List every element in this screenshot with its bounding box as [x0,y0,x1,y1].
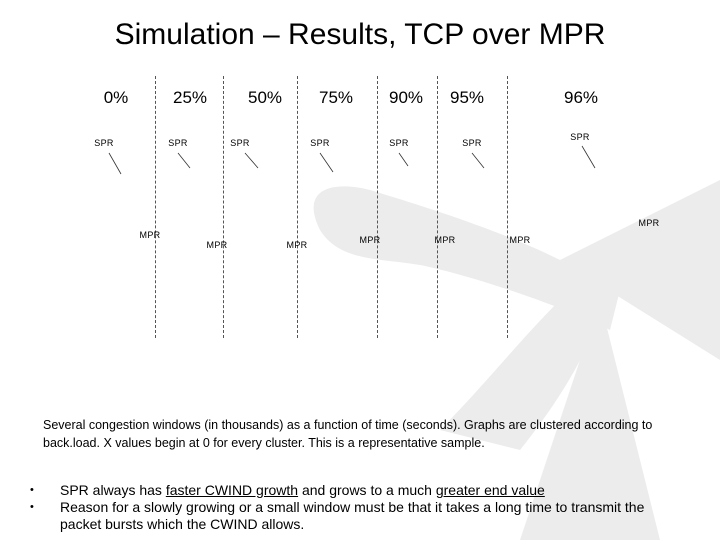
pct-label-50: 50% [247,88,283,107]
spr-label-90: SPR [389,138,409,148]
leader-line-25 [178,153,190,168]
spr-label-75: SPR [310,138,330,148]
mpr-label-50: MPR [286,240,308,250]
mpr-label-25: MPR [206,240,228,250]
spr-label-95: SPR [462,138,482,148]
leader-line-0 [109,153,121,174]
pct-label-25: 25% [172,88,208,107]
bullet-text-2: Reason for a slowly growing or a small window must be that it takes a long time to transmit the packet bursts which the CWIND allows. [60,499,645,532]
bullet-item-1 [30,482,670,499]
spr-label-50: SPR [230,138,250,148]
mpr-label-96: MPR [638,218,660,228]
mpr-label-75: MPR [359,235,381,245]
pct-label-0: 0% [103,88,129,107]
pct-label-75: 75% [318,88,354,107]
bullet-text-1: SPR always has faster CWIND growth and grows to a much greater end value [60,482,545,498]
bullet-dot: • [30,501,34,513]
bullet-list [30,482,670,533]
pct-label-90: 90% [388,88,424,107]
leader-line-95 [472,153,484,168]
mpr-label-0: MPR [139,230,161,240]
leader-line-50 [245,153,258,168]
pct-label-95: 95% [449,88,485,107]
pct-label-96: 96% [563,88,599,107]
spr-label-25: SPR [168,138,188,148]
leader-line-96 [582,146,595,168]
slide-title: Simulation – Results, TCP over MPR [114,18,606,51]
bullet-dot: • [30,484,34,496]
leader-line-75 [320,153,333,172]
bullet-item-2 [30,499,670,533]
figure-caption: Several congestion windows (in thousands) as a function of time (seconds). Graphs are clustered according to back.load. X values begin at 0 for every cluster. This is a representative sample. [43,418,653,450]
mpr-label-95: MPR [509,235,531,245]
leader-line-90 [399,153,408,166]
spr-label-0: SPR [94,138,114,148]
mpr-label-90: MPR [434,235,456,245]
spr-label-96: SPR [570,132,590,142]
